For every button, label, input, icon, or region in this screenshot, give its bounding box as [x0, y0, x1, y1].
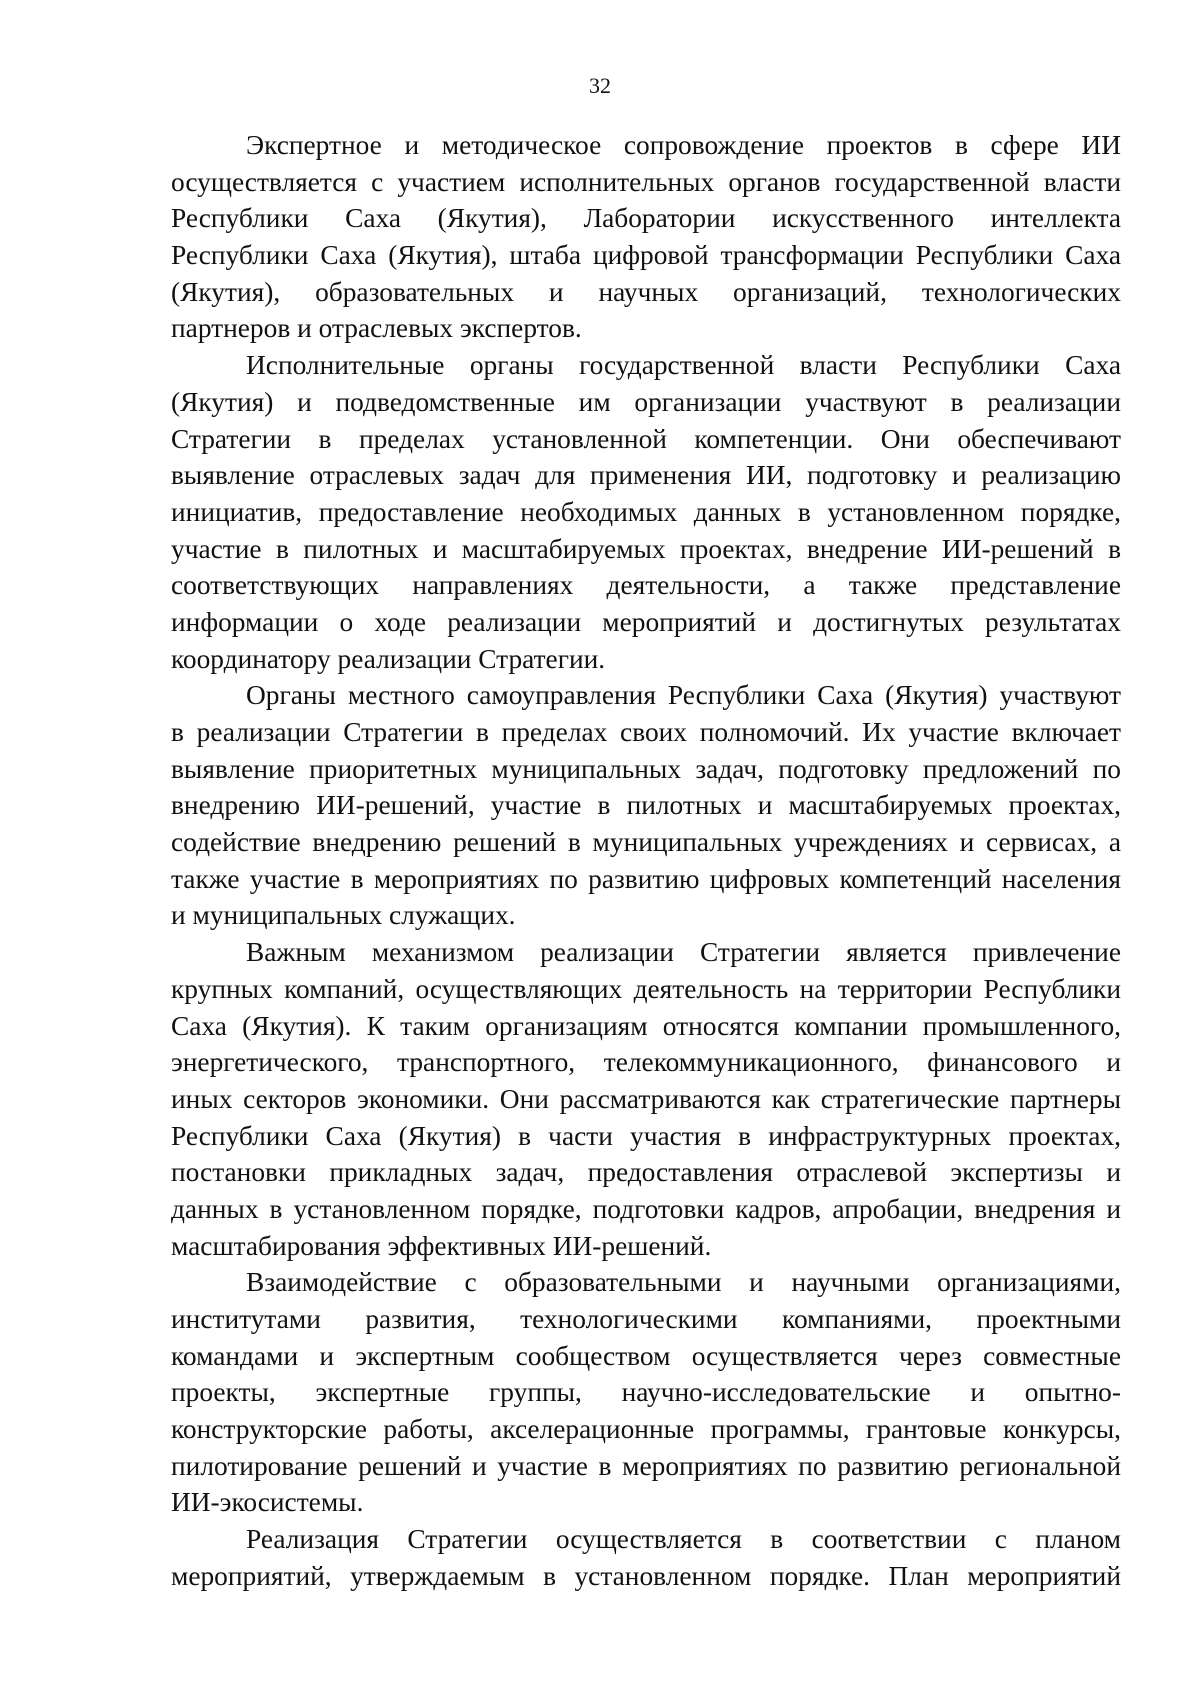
- text-line: (Якутия), образовательных и научных организаций, технологических: [171, 276, 1121, 307]
- text-line: Республики Саха (Якутия), штаба цифровой трансформации Республики Саха: [171, 240, 1121, 271]
- text-line: Стратегии в пределах установленной компетенции. Они обеспечивают: [171, 423, 1121, 454]
- text-line: Республики Саха (Якутия) в части участия в инфраструктурных проектах,: [171, 1120, 1121, 1151]
- paragraph: [171, 1521, 1121, 1594]
- text-line: инициатив, предоставление необходимых данных в установленном порядке,: [171, 496, 1121, 527]
- paragraph: [171, 347, 1121, 677]
- text-line: в реализации Стратегии в пределах своих полномочий. Их участие включает: [171, 717, 1121, 747]
- text-line: участие в пилотных и масштабируемых проектах, внедрение ИИ-решений в: [171, 533, 1121, 564]
- text-line: координатору реализации Стратегии.: [171, 643, 606, 674]
- text-line: крупных компаний, осуществляющих деятельность на территории Республики: [171, 973, 1121, 1004]
- text-line: постановки прикладных задач, предоставления отраслевой экспертизы и: [171, 1157, 1121, 1188]
- text-line: содействие внедрению решений в муниципальных учреждениях и сервисах, а: [171, 827, 1121, 858]
- text-line: Реализация Стратегии осуществляется в соответствии с планом: [246, 1524, 1121, 1555]
- paragraph: [171, 1264, 1121, 1521]
- text-line: соответствующих направлениях деятельности, а также представление: [171, 570, 1121, 601]
- text-line: внедрению ИИ-решений, участие в пилотных и масштабируемых проектах,: [171, 790, 1121, 821]
- text-line: осуществляется с участием исполнительных органов государственной власти: [171, 166, 1121, 197]
- paragraph: [171, 127, 1121, 347]
- text-line: Органы местного самоуправления Республики Саха (Якутия) участвуют: [246, 680, 1121, 711]
- text-line: выявление приоритетных муниципальных задач, подготовку предложений по: [171, 753, 1121, 784]
- text-line: иных секторов экономики. Они рассматриваются как стратегические партнеры: [171, 1083, 1121, 1114]
- text-line: командами и экспертным сообществом осуществляется через совместные: [171, 1340, 1121, 1371]
- text-line: Экспертное и методическое сопровождение проектов в сфере ИИ: [246, 130, 1121, 160]
- text-line: выявление отраслевых задач для применения ИИ, подготовку и реализацию: [171, 460, 1121, 491]
- text-line: Важным механизмом реализации Стратегии является привлечение: [246, 937, 1121, 968]
- text-line: институтами развития, технологическими компаниями, проектными: [171, 1304, 1121, 1334]
- paragraph: [171, 677, 1121, 934]
- text-line: также участие в мероприятиях по развитию цифровых компетенций населения: [171, 863, 1121, 894]
- text-line: Исполнительные органы государственной власти Республики Саха: [246, 350, 1121, 381]
- text-line: (Якутия) и подведомственные им организации участвуют в реализации: [171, 386, 1121, 417]
- text-line: партнеров и отраслевых экспертов.: [171, 313, 582, 344]
- text-line: и муниципальных служащих.: [171, 900, 516, 931]
- text-line: масштабирования эффективных ИИ-решений.: [171, 1230, 712, 1261]
- text-line: мероприятий, утверждаемым в установленном порядке. План мероприятий: [171, 1560, 1121, 1591]
- text-line: информации о ходе реализации мероприятий и достигнутых результатах: [171, 606, 1121, 637]
- text-line: энергетического, транспортного, телекоммуникационного, финансового и: [171, 1047, 1121, 1078]
- document-body: [171, 127, 1121, 1595]
- text-line: пилотирование решений и участие в мероприятиях по развитию региональной: [171, 1450, 1121, 1481]
- text-line: Республики Саха (Якутия), Лаборатории искусственного интеллекта: [171, 203, 1121, 234]
- text-line: конструкторские работы, акселерационные программы, грантовые конкурсы,: [171, 1414, 1121, 1445]
- text-line: Взаимодействие с образовательными и научными организациями,: [246, 1267, 1121, 1298]
- text-line: ИИ-экосистемы.: [171, 1487, 364, 1518]
- text-line: данных в установленном порядке, подготовки кадров, апробации, внедрения и: [171, 1193, 1121, 1224]
- text-line: проекты, экспертные группы, научно-исследовательские и опытно-: [171, 1377, 1121, 1408]
- text-line: Саха (Якутия). К таким организациям относятся компании промышленного,: [171, 1010, 1121, 1041]
- page-number: 32: [589, 73, 611, 98]
- paragraph: [171, 934, 1121, 1264]
